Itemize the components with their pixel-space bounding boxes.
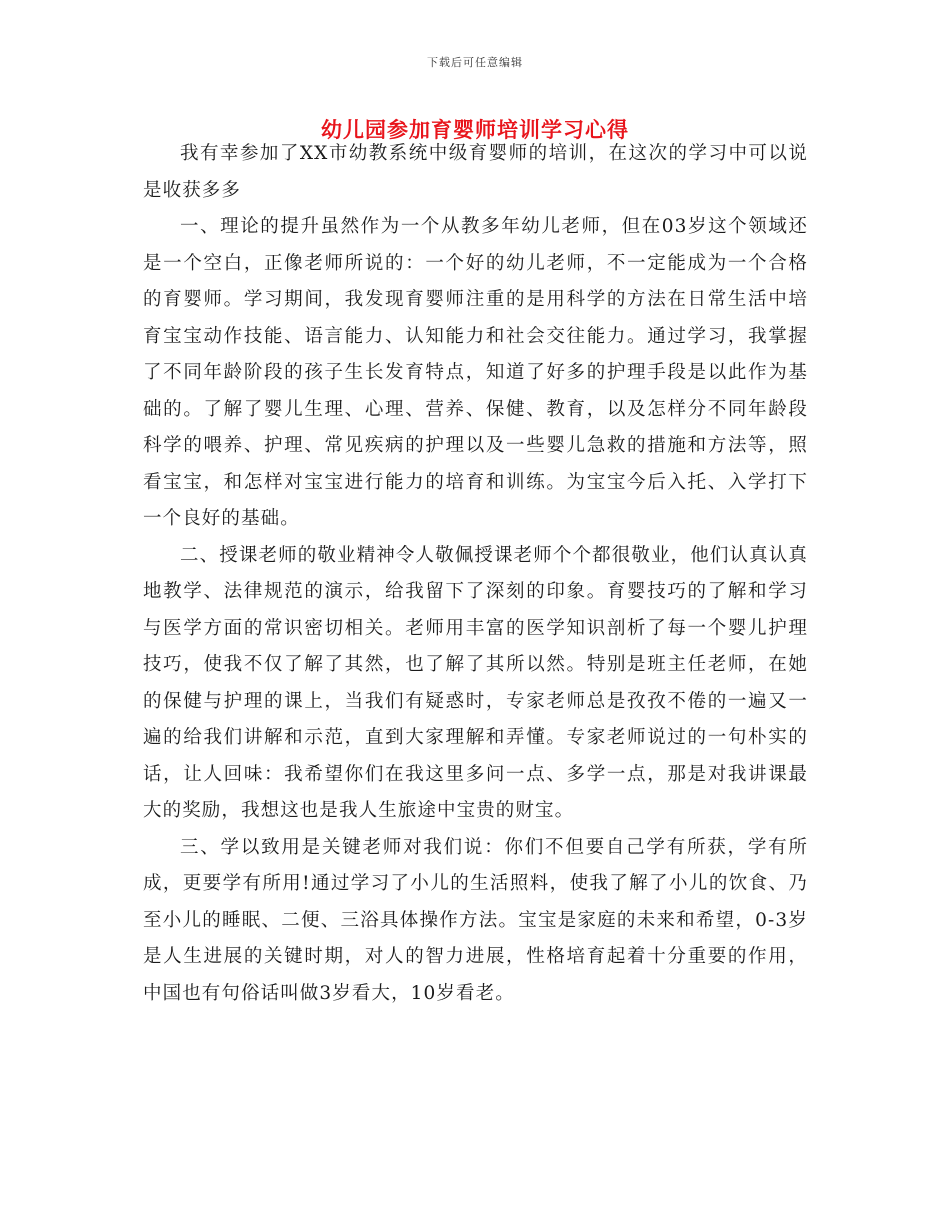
paragraph-intro: 我有幸参加了XX市幼教系统中级育婴师的培训，在这次的学习中可以说是收获多多 xyxy=(143,143,808,201)
header-note: 下载后可任意编辑 xyxy=(427,56,523,69)
paragraph-application: 三、学以致用是关键老师对我们说：你们不但要自己学有所获，学有所成，更要学有所用!通过学习了小儿的生活照料，使我了解了小儿的饮食、乃至小儿的睡眠、二便、三浴具体操作方法。宝宝是家庭的未来和希望，0-3岁是人生进展的关键时期，对人的智力进展，性格培育起着十分重要的作用，中国也有句俗话叫做3岁看大，10岁看老。 xyxy=(143,836,808,1004)
document-title: 幼儿园参加育婴师培训学习心得 xyxy=(321,118,629,142)
paragraph-teachers: 二、授课老师的敬业精神令人敬佩授课老师个个都很敬业，他们认真认真地教学、法律规范的演示，给我留下了深刻的印象。育婴技巧的了解和学习与医学方面的常识密切相关。老师用丰富的医学知识剖析了每一个婴儿护理技巧，使我不仅了解了其然，也了解了其所以然。特别是班主任老师，在她的保健与护理的课上，当我们有疑惑时，专家老师总是孜孜不倦的一遍又一遍的给我们讲解和示范，直到大家理解和弄懂。专家老师说过的一句朴实的话，让人回味：我希望你们在我这里多问一点、多学一点，那是对我讲课最大的奖励，我想这也是我人生旅途中宝贵的财宝。 xyxy=(143,544,808,821)
paragraph-theory: 一、理论的提升虽然作为一个从教多年幼儿老师，但在03岁这个领域还是一个空白，正像老师所说的：一个好的幼儿老师，不一定能成为一个合格的育婴师。学习期间，我发现育婴师注重的是用科学的方法在日常生活中培育宝宝动作技能、语言能力、认知能力和社会交往能力。通过学习，我掌握了不同年龄阶段的孩子生长发育特点，知道了好多的护理手段是以此作为基础的。了解了婴儿生理、心理、营养、保健、教育，以及怎样分不同年龄段科学的喂养、护理、常见疾病的护理以及一些婴儿急救的措施和方法等，照看宝宝，和怎样对宝宝进行能力的培育和训练。为宝宝今后入托、入学打下一个良好的基础。 xyxy=(143,216,808,529)
document-body xyxy=(143,136,808,1012)
